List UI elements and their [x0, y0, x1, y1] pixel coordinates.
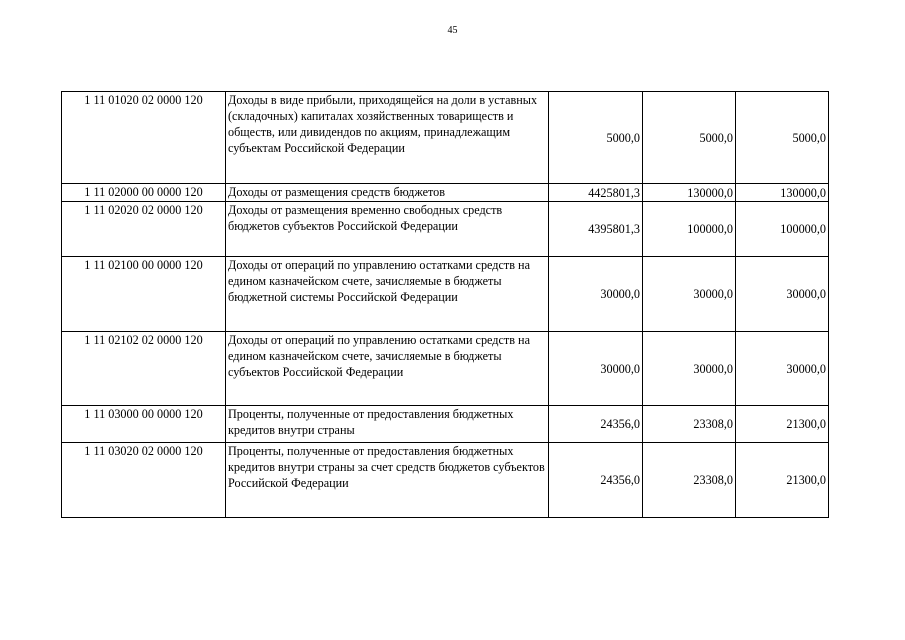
budget-code: 1 11 02100 00 0000 120	[62, 257, 226, 332]
revenue-description: Доходы от размещения средств бюджетов	[226, 184, 549, 202]
budget-code: 1 11 02102 02 0000 120	[62, 332, 226, 406]
amount-year-3: 21300,0	[736, 406, 829, 443]
amount-year-2: 130000,0	[643, 184, 736, 202]
amount-year-1: 30000,0	[549, 332, 643, 406]
amount-year-3: 5000,0	[736, 92, 829, 184]
amount-year-3: 30000,0	[736, 332, 829, 406]
amount-year-3: 21300,0	[736, 443, 829, 518]
revenue-description: Доходы в виде прибыли, приходящейся на доли в уставных (складочных) капиталах хозяйственных товариществ и обществ, или дивидендов по акциям, принадлежащим субъектам Российской Федерации	[226, 92, 549, 184]
amount-year-1: 4425801,3	[549, 184, 643, 202]
table-row	[62, 406, 829, 443]
budget-code: 1 11 02000 00 0000 120	[62, 184, 226, 202]
table-row	[62, 202, 829, 257]
amount-year-2: 23308,0	[643, 443, 736, 518]
amount-year-1: 4395801,3	[549, 202, 643, 257]
amount-year-3: 130000,0	[736, 184, 829, 202]
amount-year-2: 23308,0	[643, 406, 736, 443]
amount-year-1: 30000,0	[549, 257, 643, 332]
revenue-description: Проценты, полученные от предоставления бюджетных кредитов внутри страны	[226, 406, 549, 443]
amount-year-2: 30000,0	[643, 332, 736, 406]
table-row	[62, 257, 829, 332]
amount-year-1: 24356,0	[549, 406, 643, 443]
table-row	[62, 184, 829, 202]
revenue-description: Доходы от операций по управлению остатками средств на едином казначейском счете, зачисляемые в бюджеты бюджетной системы Российской Федерации	[226, 257, 549, 332]
amount-year-3: 30000,0	[736, 257, 829, 332]
budget-code: 1 11 02020 02 0000 120	[62, 202, 226, 257]
revenue-description: Проценты, полученные от предоставления бюджетных кредитов внутри страны за счет средств бюджетов субъектов Российской Федерации	[226, 443, 549, 518]
page-number: 45	[447, 25, 458, 36]
amount-year-2: 30000,0	[643, 257, 736, 332]
amount-year-1: 5000,0	[549, 92, 643, 184]
budget-code: 1 11 03000 00 0000 120	[62, 406, 226, 443]
revenue-description: Доходы от операций по управлению остатками средств на едином казначейском счете, зачисляемые в бюджеты субъектов Российской Федерации	[226, 332, 549, 406]
budget-code: 1 11 01020 02 0000 120	[62, 92, 226, 184]
amount-year-2: 100000,0	[643, 202, 736, 257]
table-row	[62, 443, 829, 518]
budget-code: 1 11 03020 02 0000 120	[62, 443, 226, 518]
amount-year-1: 24356,0	[549, 443, 643, 518]
revenue-description: Доходы от размещения временно свободных средств бюджетов субъектов Российской Федерации	[226, 202, 549, 257]
revenue-table	[61, 91, 829, 518]
amount-year-3: 100000,0	[736, 202, 829, 257]
table-row	[62, 332, 829, 406]
amount-year-2: 5000,0	[643, 92, 736, 184]
table-row	[62, 92, 829, 184]
